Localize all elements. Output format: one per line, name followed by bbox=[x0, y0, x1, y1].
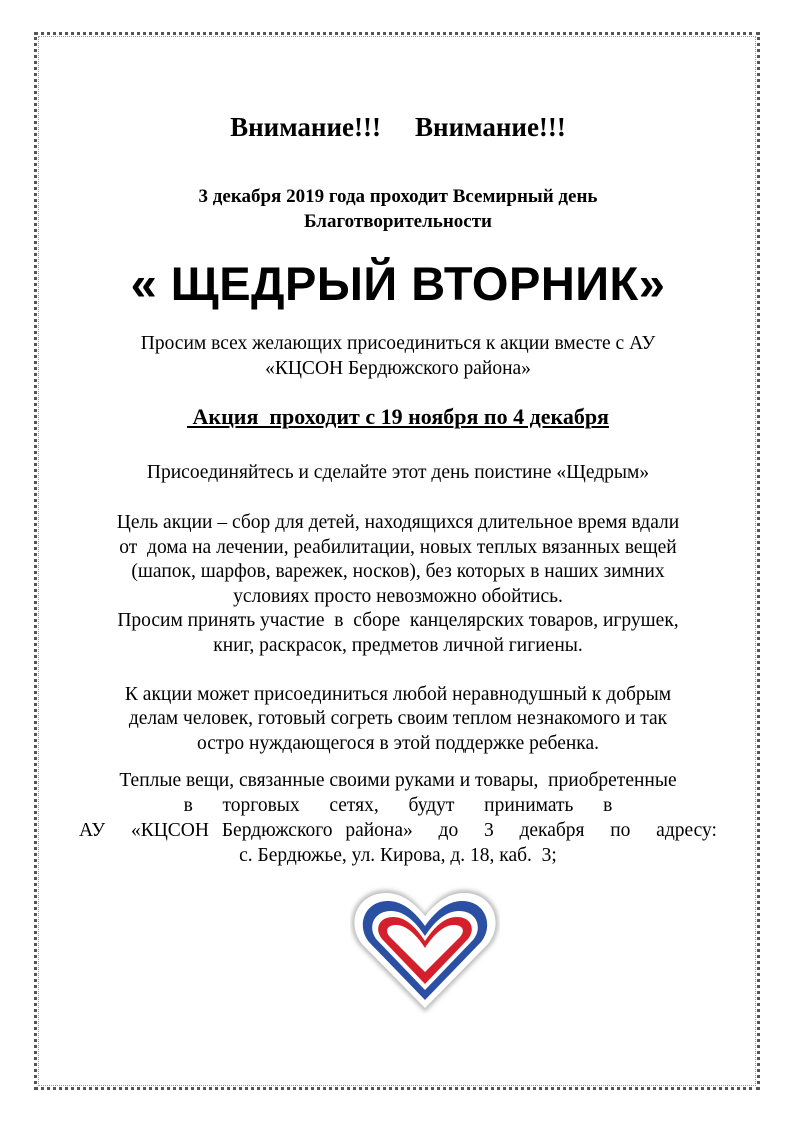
attention-heading bbox=[60, 112, 736, 143]
participants-line-1: К акции может присоединиться любой неравнодушный к добрым bbox=[124, 684, 672, 705]
goal-line-1: Цель акции – сбор для детей, находящихся длительное время вдали bbox=[116, 512, 680, 533]
event-date-line-2: Благотворительности bbox=[304, 211, 492, 232]
participants-line-2: делам человек, готовый согреть своим теплом незнакомого и так bbox=[128, 708, 668, 729]
event-date-line-1: 3 декабря 2019 года проходит Всемирный день bbox=[198, 186, 598, 207]
goal-line-6: книг, раскрасок, предметов личной гигиены. bbox=[213, 635, 583, 656]
where-line-4: с. Бердюжье, ул. Кирова, д. 18, каб. 3; bbox=[239, 845, 557, 866]
where-line-3: АУ «КЦСОН Бердюжского района» до 3 декабря по адресу: bbox=[79, 820, 717, 841]
goal-line-2: от дома на лечении, реабилитации, новых теплых вязанных вещей bbox=[119, 537, 677, 558]
goal-line-5: Просим принять участие в сборе канцелярских товаров, игрушек, bbox=[117, 610, 679, 631]
attention-text-1: Внимание!!! bbox=[230, 112, 381, 142]
join-text: Присоединяйтесь и сделайте этот день поистине «Щедрым» bbox=[146, 462, 650, 483]
where-line-2: в торговых сетях, будут принимать в bbox=[183, 795, 613, 816]
where-line-1: Теплые вещи, связанные своими руками и товары, приобретенные bbox=[119, 770, 677, 791]
heart-logo-icon bbox=[350, 884, 500, 1016]
goal-line-3: (шапок, шарфов, варежек, носков), без которых в наших зимних bbox=[131, 561, 665, 582]
participants-line-3: остро нуждающегося в этой поддержке ребенка. bbox=[197, 733, 599, 754]
goal-line-4: условиях просто невозможно обойтись. bbox=[233, 586, 563, 607]
attention-text-2: Внимание!!! bbox=[415, 112, 566, 142]
invite-line-1: Просим всех желающих присоединиться к акции вместе с АУ bbox=[140, 333, 656, 354]
invite-line-2: «КЦСОН Бердюжского района» bbox=[265, 358, 531, 379]
campaign-title: « ЩЕДРЫЙ ВТОРНИК» bbox=[130, 257, 666, 310]
campaign-period: Акция проходит с 19 ноября по 4 декабря bbox=[187, 404, 609, 429]
